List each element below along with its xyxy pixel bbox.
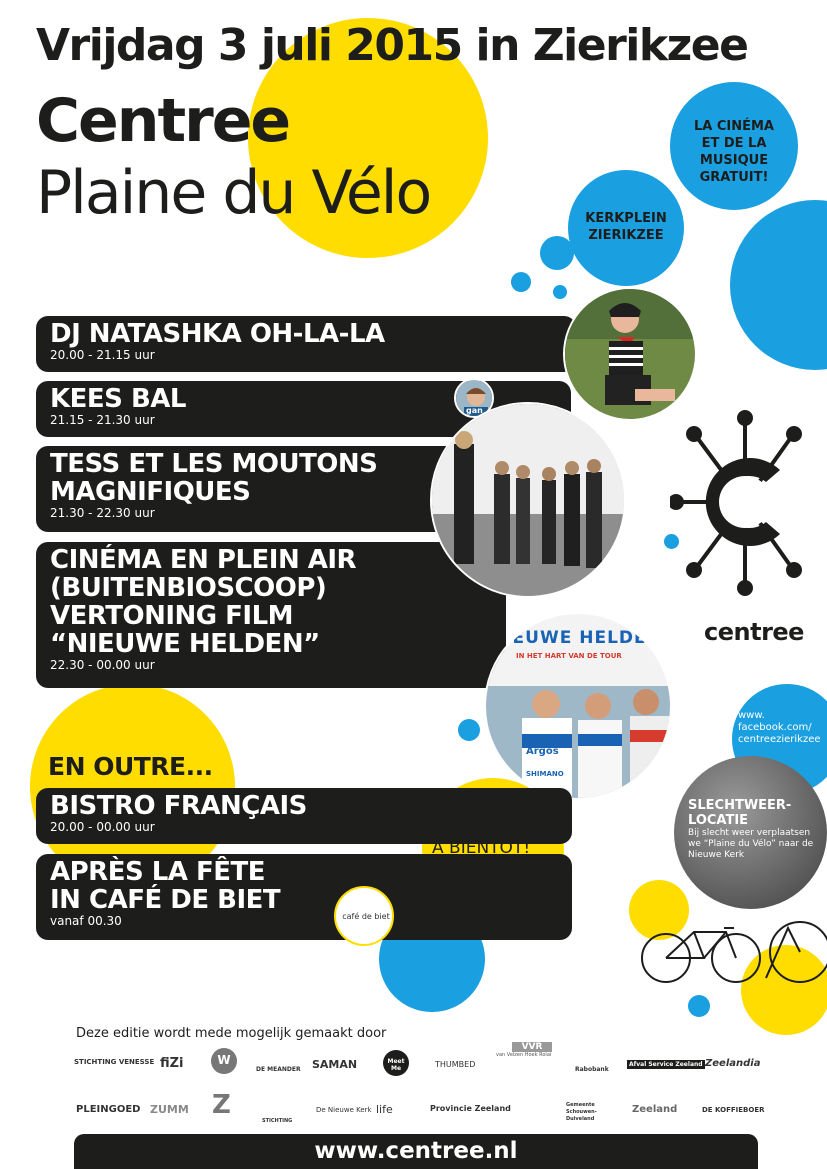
weather-body-3: Nieuwe Kerk xyxy=(688,850,745,860)
sponsors-title: Deze editie wordt mede mogelijk gemaakt door xyxy=(76,1026,387,1041)
sponsor-koffieboer: DE KOFFIEBOER xyxy=(702,1106,765,1114)
title-centree: Centree xyxy=(36,86,290,156)
weather-title-2: LOCATIE xyxy=(688,813,749,828)
sponsor-vvr-sub: van Velzen Hoek Rolai xyxy=(496,1052,552,1058)
sponsor-w: W xyxy=(217,1053,231,1067)
kerkplein-bubble xyxy=(568,170,684,286)
extra-time: 20.00 - 00.00 uur xyxy=(50,820,155,834)
program-title-line-2: MAGNIFIQUES xyxy=(50,477,251,507)
sponsor-w-logo xyxy=(211,1048,237,1074)
extra-time: vanaf 00.30 xyxy=(50,914,122,928)
sponsor-saman: SAMAN xyxy=(312,1058,358,1071)
weather-body-1: Bij slecht weer verplaatsen xyxy=(688,828,811,838)
program-title-line-2: (BUITENBIOSCOOP) xyxy=(50,573,327,603)
extra-title: BISTRO FRANÇAIS xyxy=(50,791,307,821)
sponsor-rabobank: Rabobank xyxy=(575,1066,609,1073)
centree-logo-word: centree xyxy=(704,618,804,646)
sponsor-vvr: VVR xyxy=(512,1042,552,1052)
photo-natashka xyxy=(563,287,697,421)
sponsor-fizi: fiZi xyxy=(160,1056,184,1071)
centree-logo xyxy=(670,410,820,646)
extra-title-line-2: IN CAFÉ DE BIET xyxy=(50,885,281,915)
bicycle-illustration xyxy=(638,918,827,998)
sponsor-meetme: Meet Me xyxy=(387,1058,405,1072)
program-title-line-4: “NIEUWE HELDEN” xyxy=(50,629,320,659)
sponsor-vvr-logo xyxy=(496,1042,556,1076)
program-title-line-1: TESS ET LES MOUTONS xyxy=(50,449,378,479)
sponsor-thumbed: THUMBED xyxy=(435,1060,476,1069)
sponsor-nieuwe-kerk: De Nieuwe Kerk xyxy=(316,1106,372,1114)
centree-logo-icon xyxy=(670,410,820,610)
extra-item-apres xyxy=(36,854,572,940)
title-plaine: Plaine xyxy=(36,158,206,228)
blue-circle-right-edge xyxy=(730,200,827,370)
blue-circle-small-2 xyxy=(511,272,531,292)
bientot-text: À BIENTÔT! xyxy=(432,838,531,858)
facebook-line-2: facebook.com/ xyxy=(738,722,812,733)
extra-title-line-1: APRÈS LA FÊTE xyxy=(50,857,265,887)
kerkplein-line-1: KERKPLEIN xyxy=(585,211,667,226)
gratuit-bubble xyxy=(670,82,798,210)
extra-item-bistro xyxy=(36,788,572,844)
natashka-image xyxy=(565,289,697,421)
program-time: 22.30 - 00.00 uur xyxy=(50,658,155,672)
program-title-line-3: VERTONING FILM xyxy=(50,601,294,631)
photo-tess xyxy=(430,402,626,598)
sponsor-afval: Afval Service Zeeland xyxy=(629,1061,703,1068)
program-item-natashka xyxy=(36,316,576,372)
program-title: KEES BAL xyxy=(50,384,186,414)
gratuit-line-2: ET DE LA xyxy=(701,136,767,151)
kees-label: gan xyxy=(466,406,483,415)
weather-title-1: SLECHTWEER- xyxy=(688,798,792,813)
photo-nieuwe-helden xyxy=(484,612,672,800)
sponsor-pleingoed: PLEINGOED xyxy=(76,1104,141,1115)
program-item-cinema xyxy=(36,542,506,688)
sponsor-z: Z xyxy=(212,1090,231,1120)
sponsor-provincie-zeeland: Provincie Zeeland xyxy=(430,1104,511,1113)
sponsor-meander: DE MEANDER xyxy=(256,1066,301,1073)
program-title: DJ NATASHKA OH-LA-LA xyxy=(50,319,385,349)
program-time: 21.30 - 22.30 uur xyxy=(50,506,155,520)
sponsor-gemeente: Gemeente Schouwen-Duiveland xyxy=(566,1102,597,1122)
cafe-de-biet-label: café de biet xyxy=(342,912,390,921)
title-du-velo: du Vélo xyxy=(222,158,431,228)
sponsor-life: life xyxy=(376,1103,393,1116)
weather-body-2: we “Plaine du Vélo” naar de xyxy=(688,839,814,849)
facebook-line-3: centreezierikzee xyxy=(738,734,821,745)
program-time: 20.00 - 21.15 uur xyxy=(50,348,155,362)
film-title: NIEUWE HELDEN xyxy=(490,628,662,648)
sponsor-venesse: STICHTING VENESSE xyxy=(74,1058,155,1066)
website-footer[interactable]: www.centree.nl xyxy=(74,1134,758,1169)
sponsor-zeelandia: Zeelandia xyxy=(705,1058,761,1069)
sponsor-zeeland: Zeeland xyxy=(632,1104,678,1115)
gratuit-line-3: MUSIQUE xyxy=(699,153,769,168)
program-time: 21.15 - 21.30 uur xyxy=(50,413,155,427)
cafe-de-biet-logo xyxy=(334,886,394,946)
weather-bubble xyxy=(674,756,827,909)
facebook-line-1: www. xyxy=(738,710,765,721)
jersey-label-2: SHIMANO xyxy=(526,770,564,778)
gratuit-line-4: GRATUIT! xyxy=(699,170,769,185)
program-title-line-1: CINÉMA EN PLEIN AIR xyxy=(50,545,357,575)
sponsor-stichting: STICHTING xyxy=(262,1118,293,1124)
kerkplein-line-2: ZIERIKZEE xyxy=(588,228,664,243)
gratuit-line-1: LA CINÉMA xyxy=(693,119,774,134)
jersey-label: Argos xyxy=(526,746,559,757)
title-plaine-du-velo xyxy=(36,158,430,228)
en-outre-heading: EN OUTRE... xyxy=(48,752,213,781)
tess-band-image xyxy=(432,404,626,598)
sponsor-zumm: ZUMM xyxy=(150,1103,189,1116)
blue-circle-tiny-1 xyxy=(553,285,567,299)
blue-circle-bottom-right xyxy=(688,995,710,1017)
date-line: Vrijdag 3 juli 2015 in Zierikzee xyxy=(36,20,748,71)
film-subtitle: IN HET HART VAN DE TOUR xyxy=(516,652,622,660)
blue-circle-mid-2 xyxy=(458,719,480,741)
sponsor-meetme-logo xyxy=(383,1050,409,1076)
